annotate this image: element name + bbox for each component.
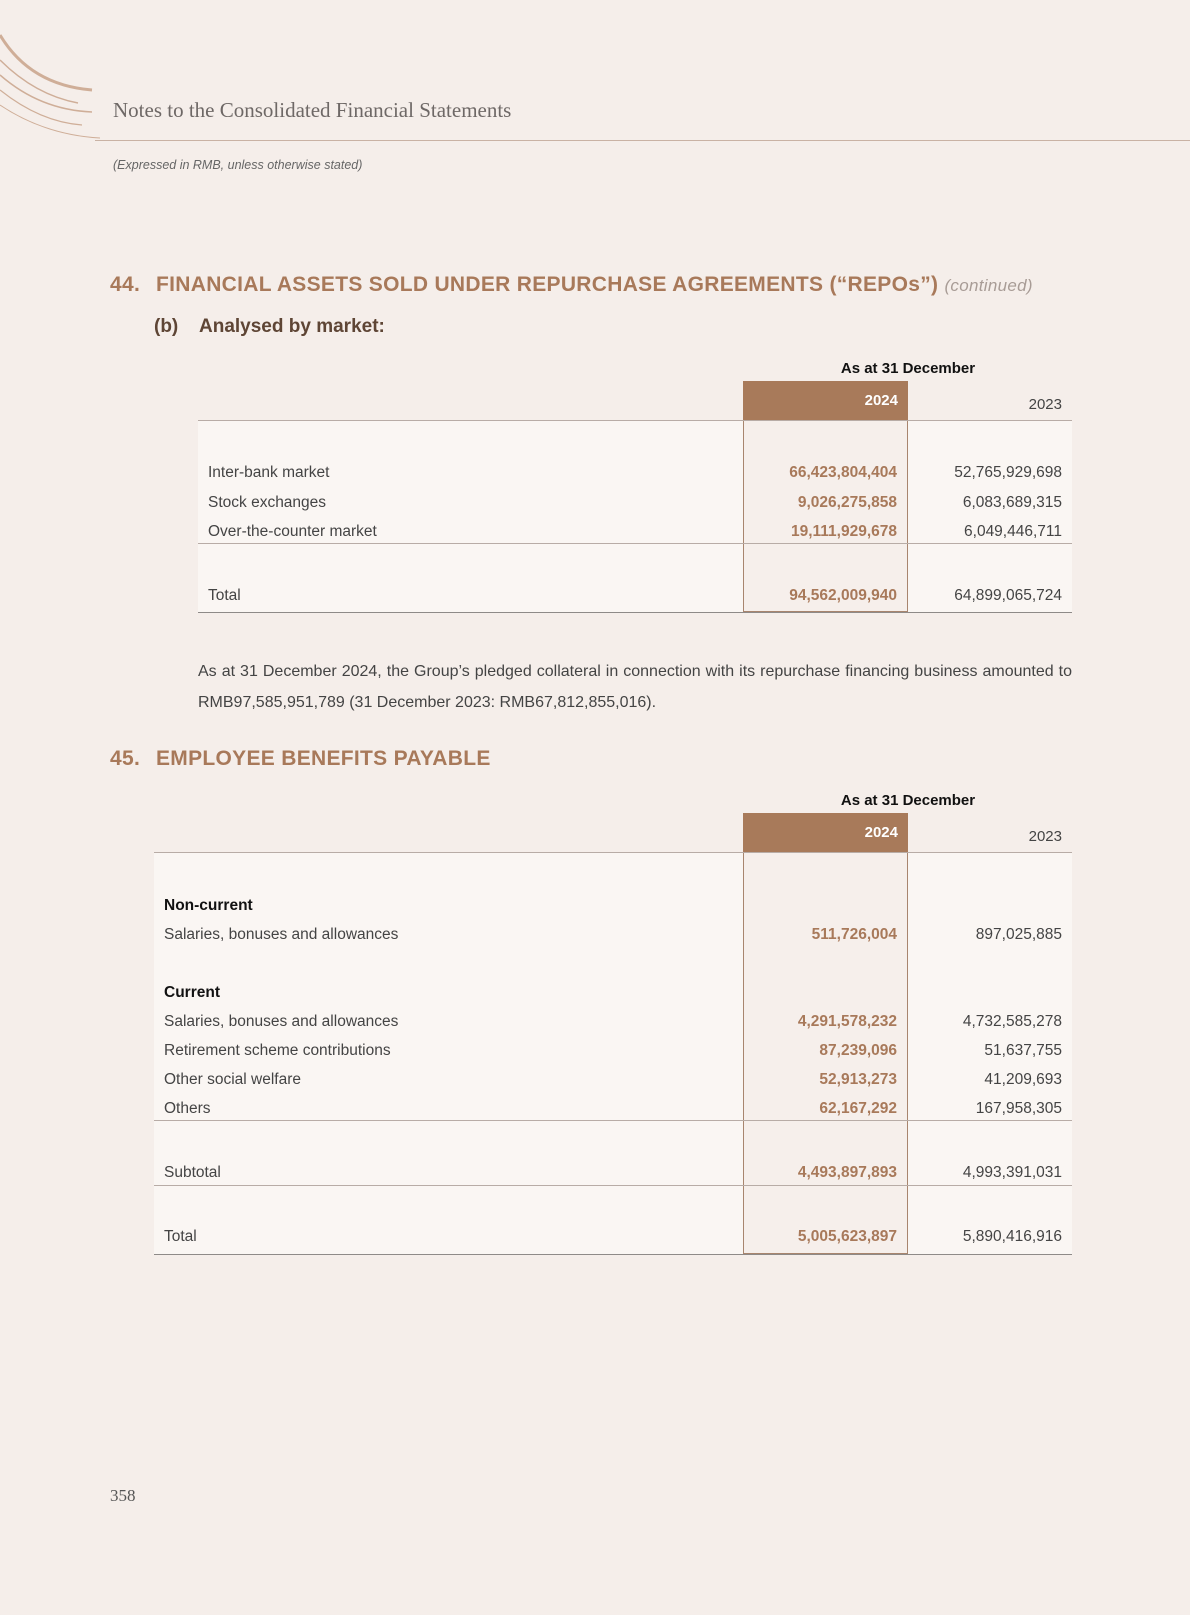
page-number: 358 [110,1486,136,1505]
column-2024-highlight [743,814,908,1254]
value-2024: 87,239,096 [819,1042,897,1059]
column-header-2023: 2023 [1028,828,1062,845]
row-label: Retirement scheme contributions [164,1042,391,1059]
continued-label: (continued) [944,276,1033,295]
row-label: Total [208,587,241,604]
currency-note: (Expressed in RMB, unless otherwise stated) [113,158,363,172]
value-2024: 5,005,623,897 [797,1228,897,1245]
note-title: EMPLOYEE BENEFITS PAYABLE [156,747,491,770]
total-row [198,585,1072,607]
column-header-2023: 2023 [1028,396,1062,413]
table-row [154,1098,1072,1120]
value-2023: 41,209,693 [984,1071,1062,1088]
value-2023: 6,083,689,315 [962,494,1062,511]
table-row [198,492,1072,514]
total-row [154,1226,1072,1248]
row-label: Others [164,1100,211,1117]
row-label: Subtotal [164,1164,221,1181]
divider [198,612,1072,613]
subsection-heading [154,316,385,338]
value-2024: 66,423,804,404 [789,464,897,481]
divider [154,1185,1072,1186]
row-label: Over-the-counter market [208,523,377,540]
running-header-title: Notes to the Consolidated Financial Statements [113,98,512,122]
value-2023: 167,958,305 [975,1100,1062,1117]
divider [198,420,1072,421]
table-row [154,1069,1072,1091]
row-label: Salaries, bonuses and allowances [164,926,399,943]
note-number: 45. [110,747,141,770]
value-2023: 897,025,885 [975,926,1062,943]
row-label: Salaries, bonuses and allowances [164,1013,399,1030]
row-label: Non-current [164,897,253,914]
group-header: As at 31 December [840,792,976,809]
column-header-2024: 2024 [743,381,908,421]
value-2024: 4,493,897,893 [797,1164,897,1181]
divider [154,1254,1072,1255]
value-2024: 62,167,292 [819,1100,897,1117]
section-heading-row [154,982,1072,1004]
group-header: As at 31 December [840,360,976,377]
section-heading-row [154,895,1072,917]
value-2023: 4,993,391,031 [962,1164,1062,1181]
note-title: FINANCIAL ASSETS SOLD UNDER REPURCHASE AGREEMENTS (“REPOs”) [156,273,939,296]
row-label: Inter-bank market [208,464,330,481]
value-2024: 511,726,004 [811,926,897,943]
value-2023: 4,732,585,278 [962,1013,1062,1030]
value-2023: 51,637,755 [984,1042,1062,1059]
subsection-label: (b) [154,316,179,337]
note-45-heading [110,747,491,771]
note-44-heading [110,273,1033,297]
subtotal-row [154,1162,1072,1184]
value-2024: 19,111,929,678 [790,523,897,540]
note-number: 44. [110,273,141,296]
table-row [154,1011,1072,1033]
divider [198,543,1072,544]
row-label: Stock exchanges [208,494,327,511]
value-2023: 52,765,929,698 [954,464,1062,481]
table-row [154,1040,1072,1062]
table-row [154,924,1072,946]
row-label: Current [164,984,220,1001]
column-header-2024: 2024 [743,813,908,853]
value-2023: 5,890,416,916 [962,1228,1062,1245]
collateral-paragraph: As at 31 December 2024, the Group’s pledged collateral in connection with its repurchase financing business amounted to RMB97,585,951,789 (31 December 2023: RMB67,812,855,016). [198,663,1072,711]
value-2023: 64,899,065,724 [954,587,1062,604]
divider [154,1120,1072,1121]
value-2024: 4,291,578,232 [797,1013,897,1030]
table-row [198,462,1072,484]
value-2024: 94,562,009,940 [789,587,897,604]
value-2023: 6,049,446,711 [964,523,1062,540]
table-body [198,421,1072,612]
row-label: Other social welfare [164,1071,301,1088]
decorative-arcs [0,30,100,145]
row-label: Total [164,1228,197,1245]
divider [154,852,1072,853]
value-2024: 9,026,275,858 [797,494,897,511]
table-row [198,521,1072,543]
value-2024: 52,913,273 [819,1071,897,1088]
subsection-title: Analysed by market: [199,316,385,337]
header-divider [95,140,1190,141]
